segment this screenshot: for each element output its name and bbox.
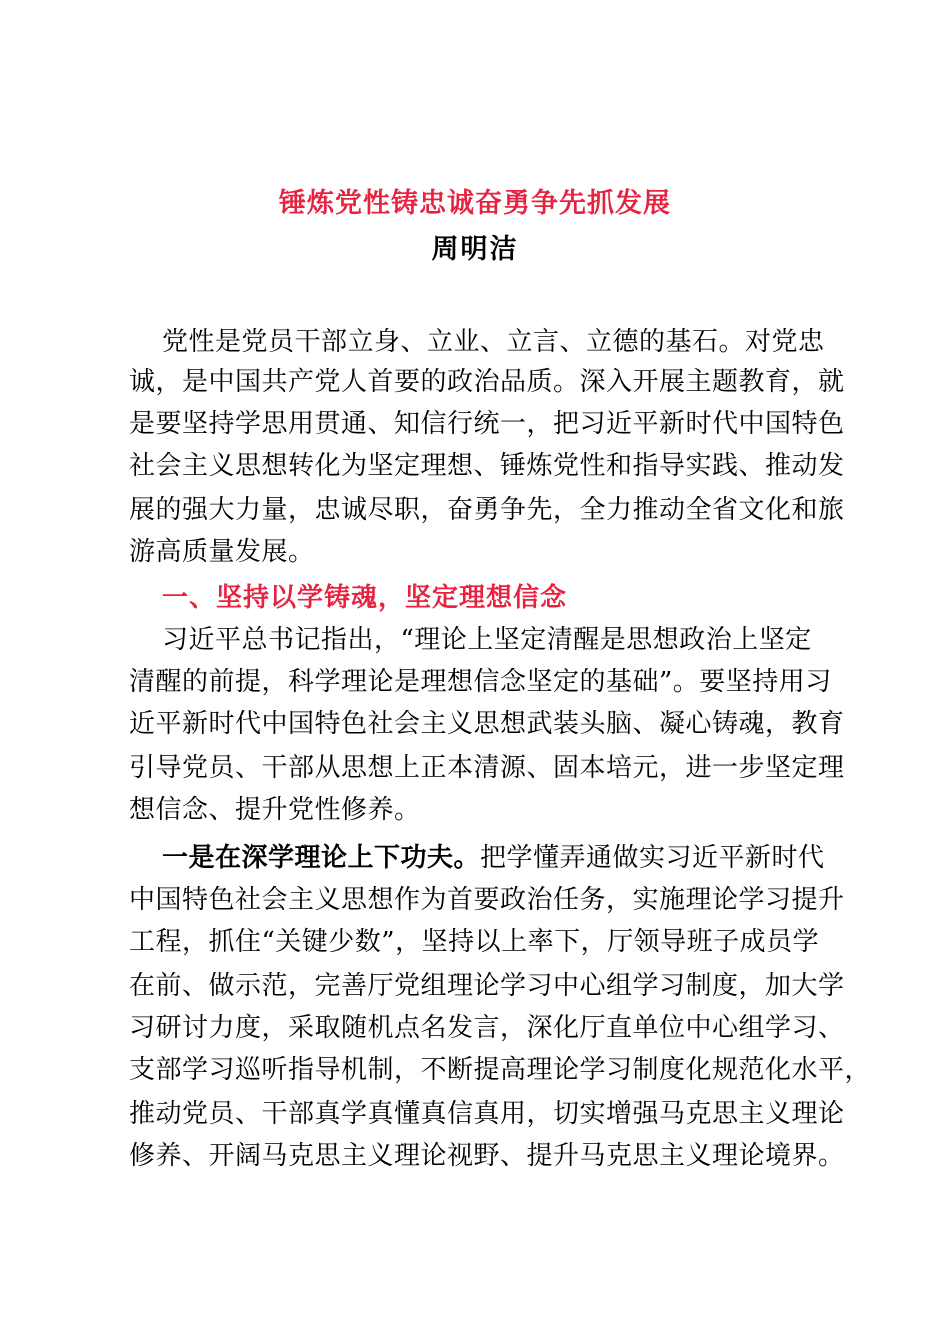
paragraph-1-line: 是要坚持学思用贯通、知信行统一，把习近平新时代中国特色 [129,409,845,439]
paragraph-1-line: 展的强大力量，忠诚尽职，奋勇争先，全力推动全省文化和旅 [129,495,845,525]
paragraph-1-line: 诚，是中国共产党人首要的政治品质。深入开展主题教育，就 [129,367,845,397]
document-title: 锤炼党性铸忠诚奋勇争先抓发展 [279,188,671,219]
paragraph-2-line: 想信念、提升党性修养。 [129,795,421,825]
paragraph-3-lead: 一是在深学理论上下功夫。 [162,843,481,873]
paragraph-2-line: 习近平总书记指出，“理论上坚定清醒是思想政治上坚定 [162,625,812,655]
paragraph-1-line: 游高质量发展。 [129,537,315,567]
paragraph-1-line: 社会主义思想转化为坚定理想、锤炼党性和指导实践、推动发 [129,451,845,481]
paragraph-3-first-line [129,838,862,878]
paragraph-2-line: 清醒的前提，科学理论是理想信念坚定的基础”。要坚持用习 [129,667,832,697]
paragraph-3-line: 习研讨力度，采取随机点名发言，深化厅直单位中心组学习、 [129,1013,845,1043]
paragraph-3-first-line-rest: 把学懂弄通做实习近平新时代 [480,843,825,873]
paragraph-2-line: 引导党员、干部从思想上正本清源、固本培元，进一步坚定理 [129,753,845,783]
paragraph-1-line: 党性是党员干部立身、立业、立言、立德的基石。对党忠 [162,327,825,357]
section-heading: 一、坚持以学铸魂，坚定理想信念 [162,583,568,613]
document-author: 周明洁 [431,234,519,265]
paragraph-3-line: 修养、开阔马克思主义理论视野、提升马克思主义理论境界。 [129,1141,845,1171]
paragraph-3-line: 支部学习巡听指导机制，不断提高理论学习制度化规范化水平， [129,1055,872,1085]
paragraph-3-line: 推动党员、干部真学真懂真信真用，切实增强马克思主义理论 [129,1099,845,1129]
paragraph-3-line: 中国特色社会主义思想作为首要政治任务，实施理论学习提升 [129,885,845,915]
paragraph-2-line: 近平新时代中国特色社会主义思想武装头脑、凝心铸魂，教育 [129,709,845,739]
paragraph-3-line: 工程，抓住“关键少数”，坚持以上率下，厅领导班子成员学 [129,927,820,957]
paragraph-3-line: 在前、做示范，完善厅党组理论学习中心组学习制度，加大学 [129,971,845,1001]
